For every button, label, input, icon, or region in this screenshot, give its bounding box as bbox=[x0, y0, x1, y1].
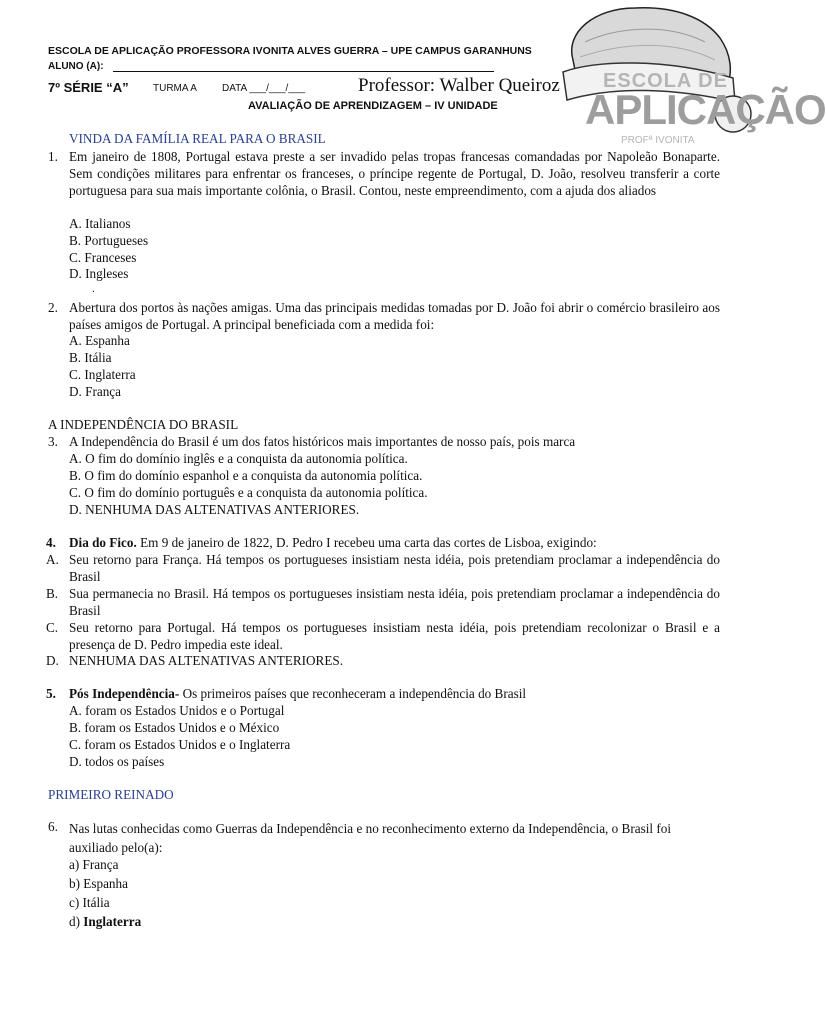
question-4-text bbox=[69, 535, 720, 552]
q4-bold-lead: Dia do Fico. bbox=[69, 535, 137, 550]
section-title-primeiro-reinado: PRIMEIRO REINADO bbox=[48, 787, 174, 802]
question-number: 4. bbox=[46, 535, 56, 550]
school-name: ESCOLA DE APLICAÇÃO PROFESSORA IVONITA ALVES GUERRA – UPE CAMPUS GARANHUNS bbox=[48, 45, 532, 57]
question-number: 3. bbox=[48, 434, 58, 449]
q4-letter-b: B. bbox=[46, 586, 59, 601]
q4-body: Em 9 de janeiro de 1822, D. Pedro I recebeu uma carta das cortes de Lisboa, exigindo: bbox=[136, 535, 597, 550]
q5-option-c[interactable]: C. foram os Estados Unidos e o Inglaterra bbox=[69, 737, 291, 752]
question-2-text: Abertura dos portos às nações amigas. Uma das principais medidas tomadas por D. João foi abrir o comércio brasileiro aos países amigos de Portugal. A principal beneficiada com a medida foi: bbox=[69, 300, 720, 332]
q4-option-c[interactable]: Seu retorno para Portugal. Há tempos os portugueses insistiam nesta idéia, pois pretendiam recolonizar o Brasil e a presença de D. Pedro impedia este ideal. bbox=[69, 620, 720, 652]
section-title-familia-real: VINDA DA FAMÍLIA REAL PARA O BRASIL bbox=[69, 131, 326, 146]
question-5-text bbox=[69, 686, 720, 703]
question-number: 2. bbox=[48, 300, 58, 315]
logo-text-line1: ESCOLA DE bbox=[603, 70, 728, 92]
q5-option-d[interactable]: D. todos os países bbox=[69, 754, 165, 769]
logo-text-line2: APLICAÇÃO bbox=[585, 86, 826, 133]
q4-option-a[interactable]: Seu retorno para França. Há tempos os portugueses insistiam nesta idéia, pois pretendiam proclamar a independência do Brasil bbox=[69, 552, 720, 584]
q5-body: Os primeiros países que reconheceram a independência do Brasil bbox=[179, 686, 527, 701]
q3-option-d[interactable]: D. NENHUMA DAS ALTENATIVAS ANTERIORES. bbox=[69, 502, 360, 517]
q4-letter-d: D. bbox=[46, 653, 59, 668]
logo-text-line3: PROFª IVONITA bbox=[621, 135, 695, 146]
q6-option-c[interactable]: c) Itália bbox=[69, 895, 110, 910]
aluno-label: ALUNO (A): bbox=[48, 61, 104, 72]
question-3-text: A Independência do Brasil é um dos fatos históricos mais importantes de nosso país, pois marca bbox=[69, 434, 576, 449]
q6-option-d[interactable] bbox=[69, 914, 141, 931]
q6-option-a[interactable]: a) França bbox=[69, 857, 119, 872]
q5-option-a[interactable]: A. foram os Estados Unidos e o Portugal bbox=[69, 703, 285, 718]
q4-letter-a: A. bbox=[46, 552, 59, 567]
professor-name: Professor: Walber Queiroz bbox=[358, 75, 560, 96]
q3-option-c[interactable]: C. O fim do domínio português e a conquista da autonomia política. bbox=[69, 485, 428, 500]
q3-option-a[interactable]: A. O fim do domínio inglês e a conquista da autonomia política. bbox=[69, 451, 408, 466]
q4-letter-c: C. bbox=[46, 620, 59, 635]
turma: TURMA A bbox=[153, 83, 197, 94]
question-1-text: Em janeiro de 1808, Portugal estava preste a ser invadido pelas tropas francesas comandadas por Napoleão Bonaparte. Sem condições militares para enfrentar os franceses, o príncipe regente de Portugal, D. João, resolveu transferir a corte portuguesa para sua mais importante colônia, o Brasil. Contou, neste empreendimento, com a ajuda dos aliados bbox=[69, 149, 720, 198]
q1-option-d[interactable]: D. Ingleses bbox=[69, 266, 129, 281]
q2-option-a[interactable]: A. Espanha bbox=[69, 333, 130, 348]
aluno-name-line[interactable] bbox=[113, 71, 494, 72]
q2-option-d[interactable]: D. França bbox=[69, 384, 121, 399]
school-logo bbox=[555, 2, 826, 152]
q1-option-c[interactable]: C. Franceses bbox=[69, 250, 137, 265]
question-6-text: Nas lutas conhecidas como Guerras da Independência e no reconhecimento externo da Independência, o Brasil foi auxiliado pelo(a): bbox=[69, 821, 671, 855]
question-number: 6. bbox=[48, 819, 58, 834]
q2-option-c[interactable]: C. Inglaterra bbox=[69, 367, 136, 382]
q1-option-a[interactable]: A. Italianos bbox=[69, 216, 131, 231]
q6-option-d-answer: Inglaterra bbox=[83, 914, 142, 929]
q6-option-d-prefix: d) bbox=[69, 914, 84, 929]
q5-option-b[interactable]: B. foram os Estados Unidos e o México bbox=[69, 720, 280, 735]
stray-dot: . bbox=[92, 283, 95, 295]
exam-title: AVALIAÇÃO DE APRENDIZAGEM – IV UNIDADE bbox=[248, 100, 498, 112]
q1-option-b[interactable]: B. Portugueses bbox=[69, 233, 149, 248]
q3-option-b[interactable]: B. O fim do domínio espanhol e a conquista da autonomia política. bbox=[69, 468, 423, 483]
data-field[interactable]: DATA ___/___/___ bbox=[222, 83, 306, 94]
question-number: 1. bbox=[48, 149, 58, 164]
question-number: 5. bbox=[46, 686, 56, 701]
q6-option-b[interactable]: b) Espanha bbox=[69, 876, 128, 891]
serie: 7º SÉRIE “A” bbox=[48, 80, 129, 95]
q4-option-b[interactable]: Sua permanecia no Brasil. Há tempos os portugueses insistiam nesta idéia, pois pretendiam proclamar a independência do Brasil bbox=[69, 586, 720, 618]
q4-option-d[interactable]: NENHUMA DAS ALTENATIVAS ANTERIORES. bbox=[69, 653, 344, 668]
section-title-independencia: A INDEPENDÊNCIA DO BRASIL bbox=[48, 417, 239, 432]
q5-bold-lead: Pós Independência- bbox=[69, 686, 180, 701]
q2-option-b[interactable]: B. Itália bbox=[69, 350, 112, 365]
